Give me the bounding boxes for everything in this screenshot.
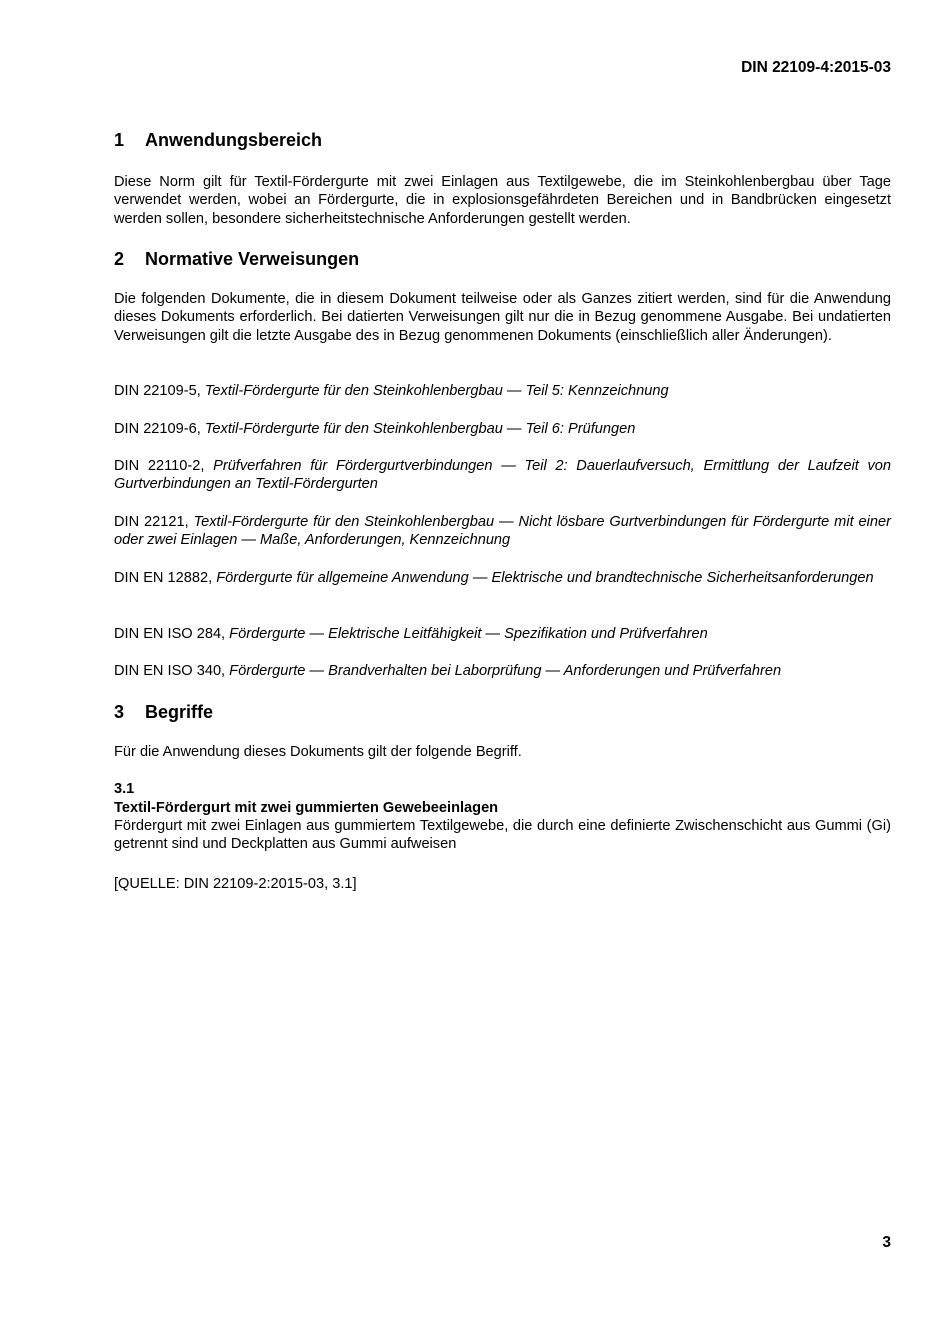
reference-item [114, 513, 891, 550]
reference-code: DIN EN 12882, [114, 570, 217, 586]
reference-title: Fördergurte — Brandverhalten bei Laborprüfung — Anforderungen und Prüfverfahren [229, 663, 782, 679]
section-1-number: 1 [114, 130, 125, 150]
reference-title: Textil-Fördergurte für den Steinkohlenbergbau — Teil 5: Kennzeichnung [204, 383, 669, 399]
page-number: 3 [882, 1234, 891, 1251]
reference-item [114, 625, 891, 643]
section-2-heading [114, 249, 359, 270]
reference-item [114, 382, 891, 400]
section-1-text: Diese Norm gilt für Textil-Fördergurte mit zwei Einlagen aus Textilgewebe, die im Steinkohlenbergbau über Tage verwendet werden, wobei an Fördergurte, die in explosionsgefährdeten Bereichen und in Bandbrücken eingesetzt werden sollen, besondere sicherheitstechnische Anforderungen gestellt werden. [114, 174, 891, 227]
reference-code: DIN 22121, [114, 514, 194, 530]
reference-code: DIN 22109-5, [114, 383, 205, 399]
reference-item [114, 569, 891, 587]
reference-code: DIN 22110-2, [114, 458, 214, 474]
section-3-heading [114, 702, 213, 723]
reference-item [114, 457, 891, 494]
section-3-number: 3 [114, 702, 125, 722]
reference-code: DIN EN ISO 284, [114, 626, 230, 642]
section-2-number: 2 [114, 249, 125, 269]
section-2-title: Normative Verweisungen [145, 249, 360, 269]
reference-title: Prüfverfahren für Fördergurtverbindungen — Teil 2: Dauerlaufversuch, Ermittlung der Laufzeit von Gurtverbindungen an Textil-Fördergurten [114, 458, 892, 493]
reference-code: DIN 22109-6, [114, 421, 205, 437]
term-source: [QUELLE: DIN 22109-2:2015-03, 3.1] [114, 876, 357, 892]
term-number: 3.1 [114, 781, 135, 797]
reference-title: Textil-Fördergurte für den Steinkohlenbergbau — Nicht lösbare Gurtverbindungen für Fördergurte mit einer oder zwei Einlagen — Maße, Anforderungen, Kennzeichnung [114, 514, 891, 549]
section-2-intro: Die folgenden Dokumente, die in diesem Dokument teilweise oder als Ganzes zitiert werden, sind für die Anwendung dieses Dokuments erforderlich. Bei datierten Verweisungen gilt nur die in Bezug genommene Ausgabe. Bei undatierten Verweisungen gilt die letzte Ausgabe des in Bezug genommenen Dokuments (einschließlich aller Änderungen). [114, 291, 891, 344]
term-title: Textil-Fördergurt mit zwei gummierten Gewebeeinlagen [114, 800, 499, 816]
document-id: DIN 22109-4:2015-03 [741, 59, 891, 76]
section-1-title: Anwendungsbereich [145, 130, 323, 150]
section-3-title: Begriffe [145, 702, 214, 722]
reference-title: Fördergurte — Elektrische Leitfähigkeit — Spezifikation und Prüfverfahren [229, 626, 708, 642]
section-1-heading [114, 130, 322, 151]
reference-title: Fördergurte für allgemeine Anwendung — Elektrische und brandtechnische Sicherheitsanforderungen [216, 570, 874, 586]
reference-code: DIN EN ISO 340, [114, 663, 230, 679]
section-3-intro: Für die Anwendung dieses Dokuments gilt der folgende Begriff. [114, 744, 522, 760]
reference-title: Textil-Fördergurte für den Steinkohlenbergbau — Teil 6: Prüfungen [204, 421, 636, 437]
term-definition: Fördergurt mit zwei Einlagen aus gummiertem Textilgewebe, die durch eine definierte Zwischenschicht aus Gummi (Gi) getrennt sind und Deckplatten aus Gummi aufweisen [114, 818, 891, 853]
reference-item [114, 662, 891, 680]
reference-item [114, 420, 891, 438]
